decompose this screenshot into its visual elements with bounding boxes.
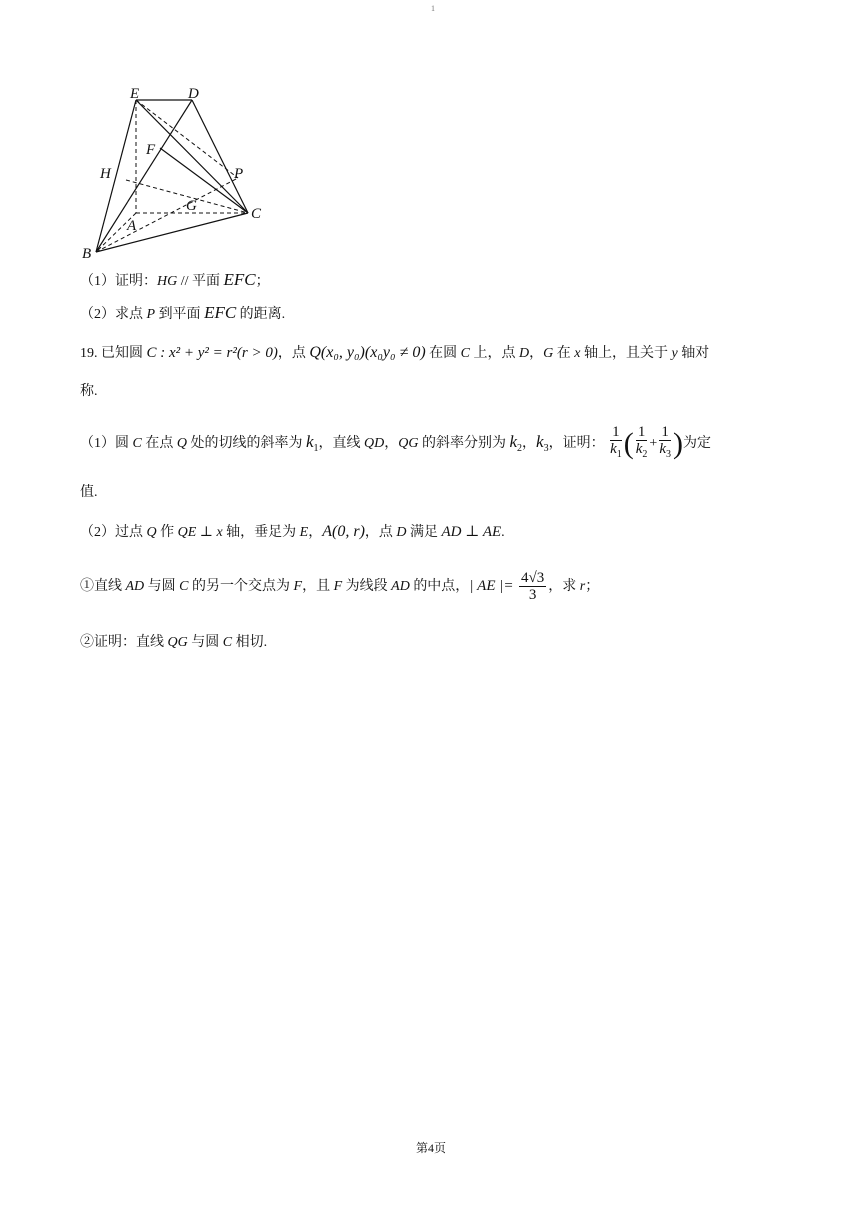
edge-DC xyxy=(192,100,248,213)
label-B: B xyxy=(82,246,92,260)
q19-part1-line2: 值. xyxy=(80,485,98,500)
frac-1-over-k3: $\frac{1}{k_3}$ xyxy=(659,424,671,461)
q19-part2: （2）过点 Q 作 QE ⊥ x 轴，垂足为 E，A(0, r)，点 D 满足 AD ⊥ AE. xyxy=(80,523,505,540)
q19-sub1: ①直线 AD 与圆 C 的另一个交点为 F，且 F 为线段 AD 的中点，| AE |= $\frac{4√3}{3}$ ，求 r； xyxy=(80,570,600,604)
edge-EP xyxy=(136,100,238,178)
q19-sub2: ②证明：直线 QG 与圆 C 相切. xyxy=(80,635,268,650)
header-mark: 1 xyxy=(431,4,435,13)
label-H: H xyxy=(100,166,111,182)
label-F: F xyxy=(146,142,156,158)
q18-part2: （2）求点 P 到平面 EFC 的距离. xyxy=(80,303,286,322)
edge-BC xyxy=(96,213,248,252)
frac-1-over-k2: $\frac{1}{k_2}$ xyxy=(635,424,648,461)
label-G: G xyxy=(186,198,197,214)
frac-1-over-k1: $\frac{1}{k_1}$ xyxy=(610,424,622,461)
edge-BP xyxy=(96,178,238,252)
q19-intro: 19. 已知圆 C : x² + y² = r²(r > 0)，点 Q(x₀, y₀)(x₀y₀ ≠ 0) 在圆 C 上，点 D，G 在 x 轴上，且关于 y 轴对 xyxy=(80,344,710,361)
label-D: D xyxy=(188,86,199,102)
label-P: P xyxy=(234,166,244,182)
page-number: 第4页 xyxy=(416,1141,447,1155)
label-C: C xyxy=(251,206,262,222)
left-paren: ( xyxy=(623,426,634,460)
q19-intro-line2: 称. xyxy=(80,384,98,399)
label-A: A xyxy=(127,218,137,234)
q19-part1: （1）圆 C 在点 Q 处的切线的斜率为 $k_1$，直线 QD，QG 的斜率分别为 $k_2$，$k_3$，证明： $\frac{1}{k_1}$ ( $\frac{1}{k_2}$ + $\frac{1}{k_3}$ )为定 xyxy=(80,418,711,473)
geometry-figure xyxy=(78,80,278,260)
right-paren: ) xyxy=(673,426,683,460)
frac-4sqrt3-over-3: $\frac{4√3}{3}$ xyxy=(521,570,545,604)
q18-part1: （1）证明：HG // 平面 EFC； xyxy=(80,270,270,289)
label-E: E xyxy=(130,86,140,102)
